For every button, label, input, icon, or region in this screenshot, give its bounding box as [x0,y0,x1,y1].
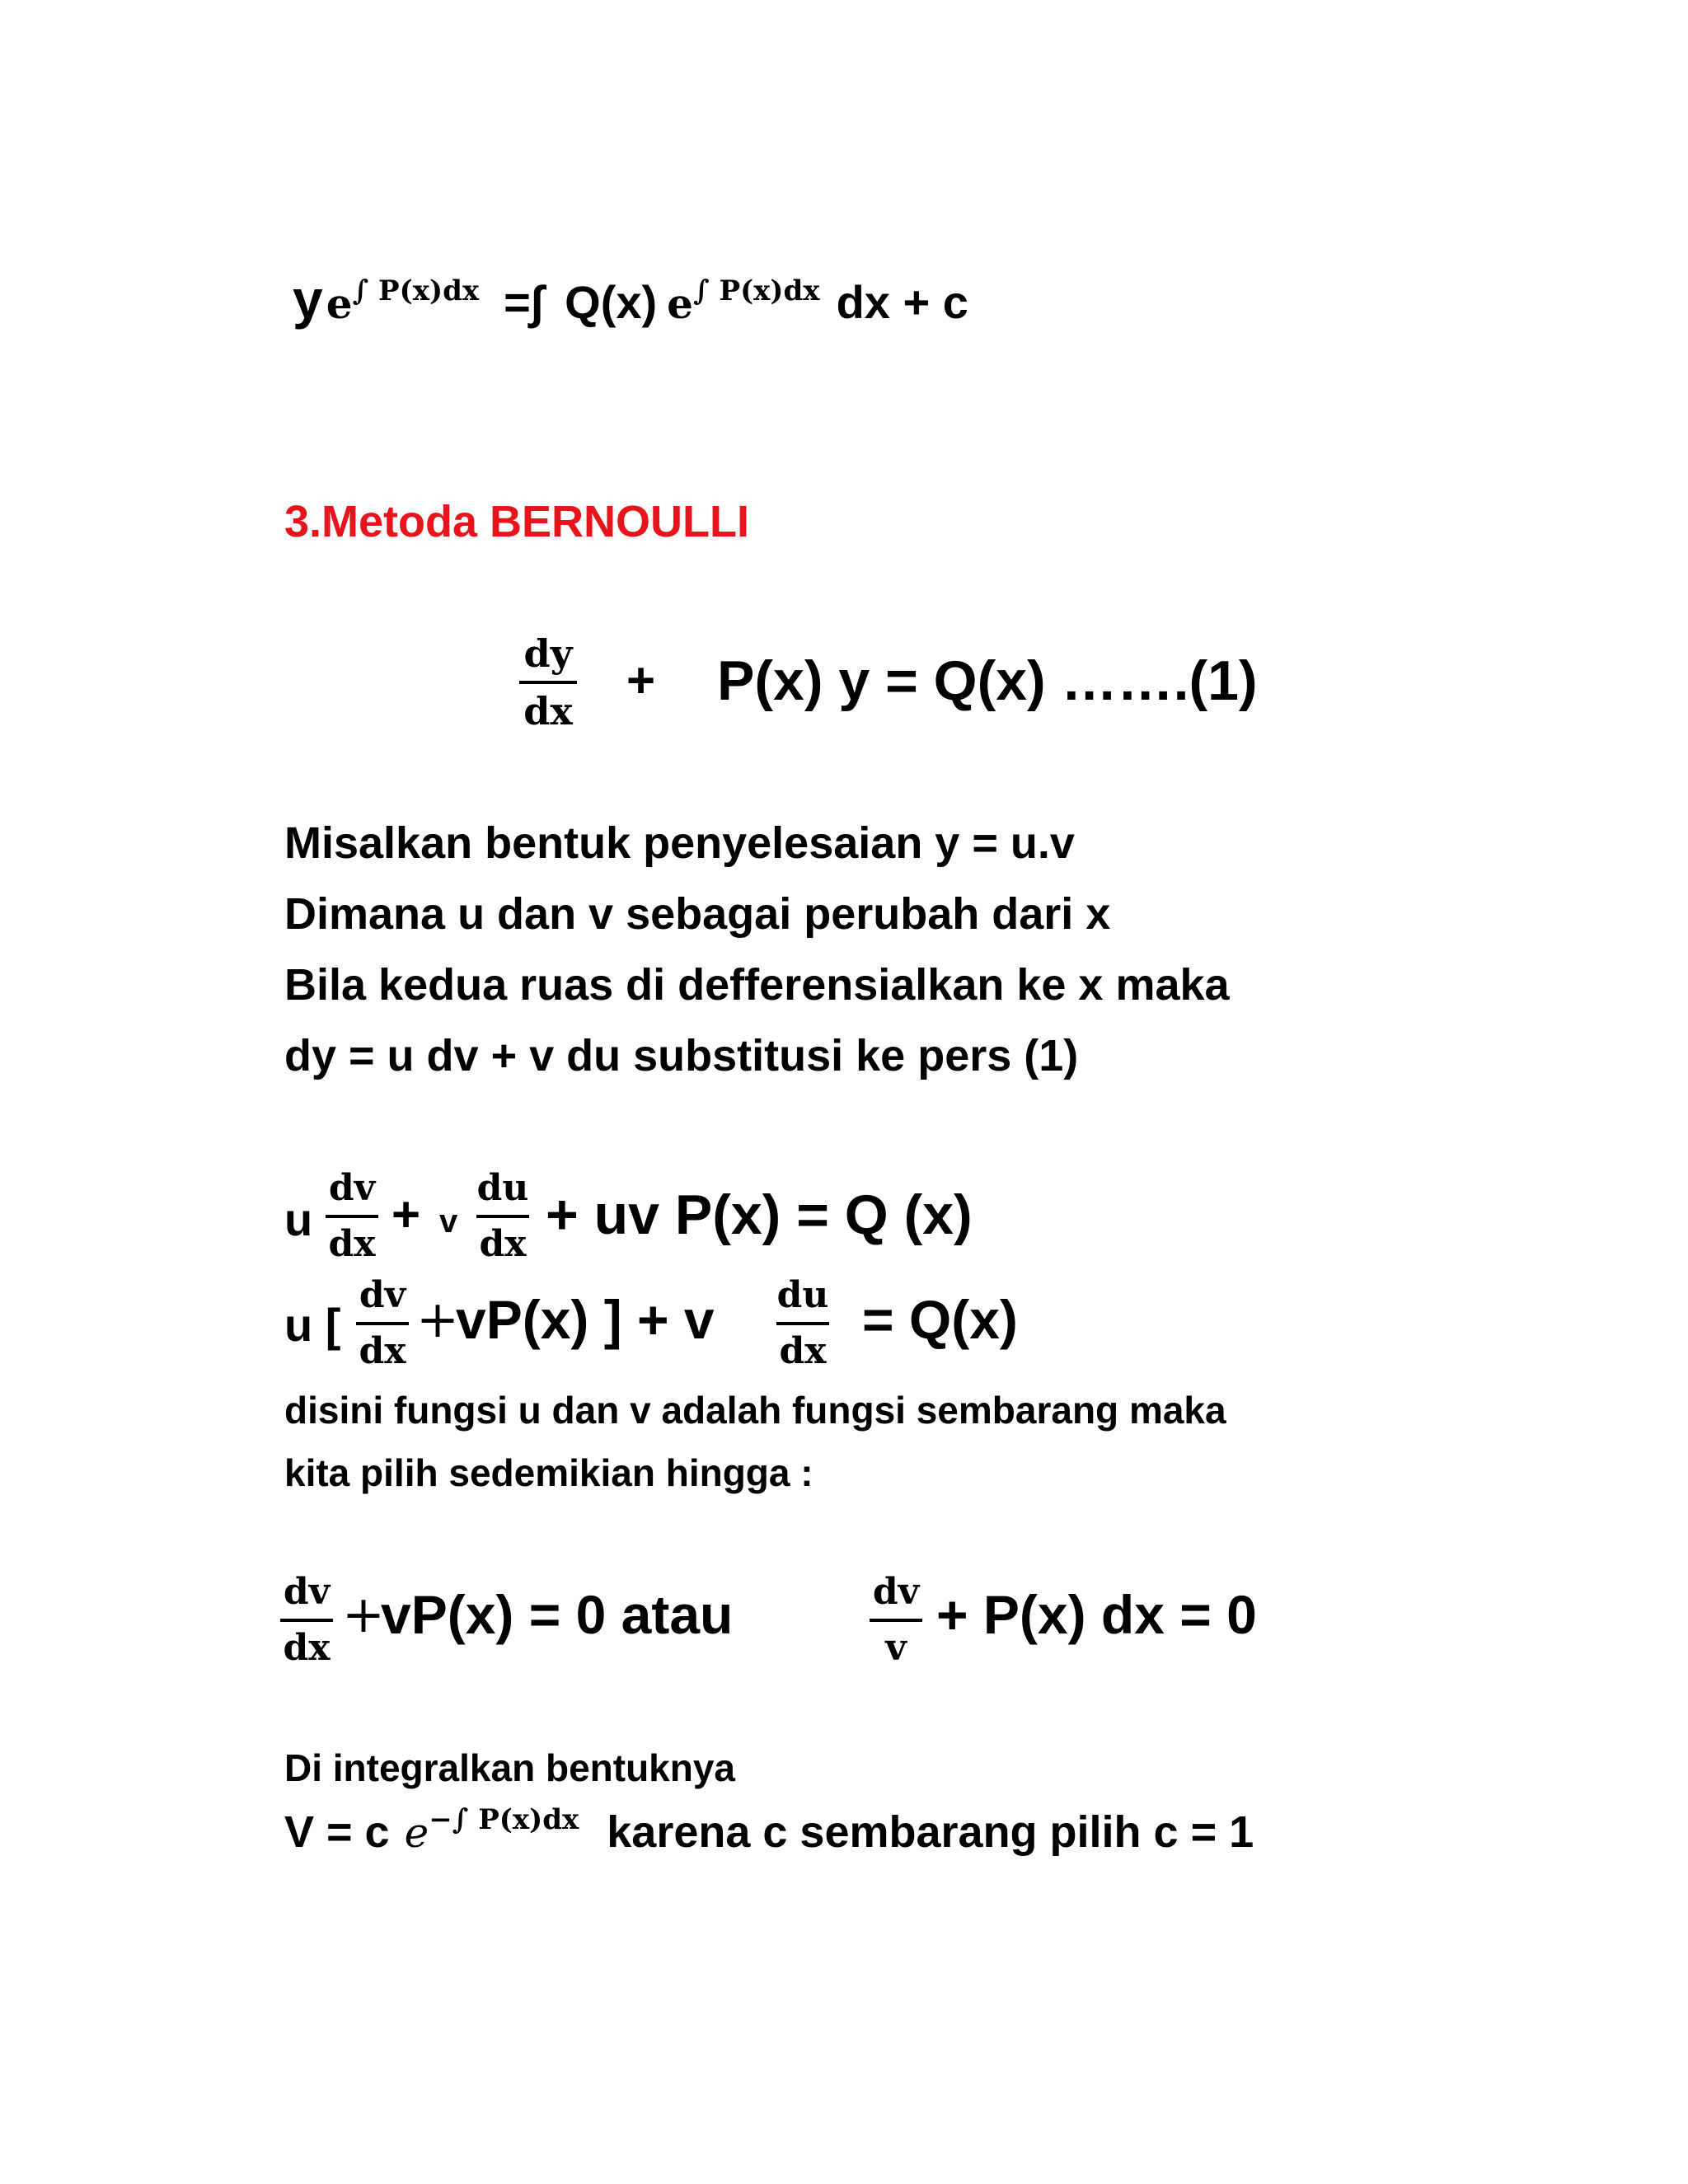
eq4-fraction-2 [870,1571,922,1669]
eq1-plus: + [626,653,656,708]
integral-label: Di integralkan bentuknya [284,1746,736,1789]
eq-top-e2: e [667,279,693,328]
eq3-fraction-1-num: dv [359,1274,406,1316]
paragraph-line-3: Bila kedua ruas di defferensialkan ke x maka [284,960,1230,1010]
eq5-e: e [404,1809,429,1857]
eq2-fraction-2-num: du [476,1167,529,1209]
eq3-fraction-2 [776,1274,829,1372]
eq3-plus: + [416,1289,459,1349]
note-line-2: kita pilih sedemikian hingga : [284,1451,814,1494]
equation-5 [284,1803,1254,1857]
eq-top-exponent2: ∫ P(x)dx [692,274,820,307]
eq4-fraction-2-num: dv [872,1571,920,1613]
eq3-fraction-2-den: dx [779,1330,827,1372]
equation-top [293,269,968,330]
eq2-fraction-2-bar [476,1215,529,1218]
eq3-fraction-2-bar [776,1322,829,1325]
eq1-fraction [519,631,577,733]
eq4-mid: vP(x) = 0 atau [381,1584,734,1645]
eq-top-equals-integral: =∫ [504,276,544,328]
eq3-u-bracket: u [ [284,1299,341,1351]
eq1-rest: P(x) y = Q(x) …….(1) [717,649,1258,712]
eq2-fraction-1-num: dv [328,1167,376,1209]
eq3-fraction-1-bar [356,1322,409,1325]
paragraph-line-2: Dimana u dan v sebagai perubah dari x [284,889,1111,939]
eq3-rest: = Q(x) [862,1289,1018,1350]
eq2-u: u [284,1193,313,1245]
section-title: 3.Metoda BERNOULLI [284,497,750,546]
eq2-fraction-1 [326,1167,378,1265]
eq3-fraction-1 [356,1274,409,1372]
eq2-fraction-1-bar [326,1215,378,1218]
eq3-vpx: vP(x) ] + v [456,1289,715,1350]
eq3-fraction-2-num: du [776,1274,829,1316]
eq3-fraction-1-den: dx [359,1330,406,1372]
eq2-rest: + uv P(x) = Q (x) [546,1183,973,1246]
eq-top-q: Q(x) [565,276,658,328]
eq5-rest: karena c sembarang pilih c = 1 [607,1807,1254,1857]
eq-top-tail: dx + c [836,276,968,328]
eq4-fraction-2-den: v [885,1627,907,1669]
eq-top-e: e [326,279,353,328]
eq4-fraction-1-den: dx [283,1627,331,1669]
eq2-fraction-2-den: dx [479,1223,527,1265]
eq2-fraction-2 [476,1167,529,1265]
eq4-fraction-2-bar [870,1619,922,1622]
note-line-1: disini fungsi u dan v adalah fungsi sembarang maka [284,1389,1226,1432]
eq4-rest: + P(x) dx = 0 [936,1584,1257,1645]
paragraph-line-4: dy = u dv + v du substitusi ke pers (1) [284,1031,1079,1080]
paragraph-line-1: Misalkan bentuk penyelesaian y = u.v [284,818,1075,868]
eq4-fraction-1-bar [280,1619,333,1622]
eq1-fraction-bar [519,681,577,684]
eq2-plus: + [392,1187,421,1242]
eq5-lead: V = c [284,1807,390,1857]
eq4-fraction-1-num: dv [283,1571,331,1613]
eq-top-y: y [293,269,323,330]
eq4-fraction-1 [280,1571,333,1669]
eq1-fraction-den: dx [523,689,573,733]
eq2-fraction-1-den: dx [328,1223,376,1265]
eq-top-exponent: ∫ P(x)dx [352,274,480,307]
eq2-v: v [439,1203,458,1240]
eq1-fraction-num: dy [523,631,573,676]
eq4-plus: + [342,1584,385,1644]
eq5-exponent: −∫ P(x)dx [429,1803,579,1836]
